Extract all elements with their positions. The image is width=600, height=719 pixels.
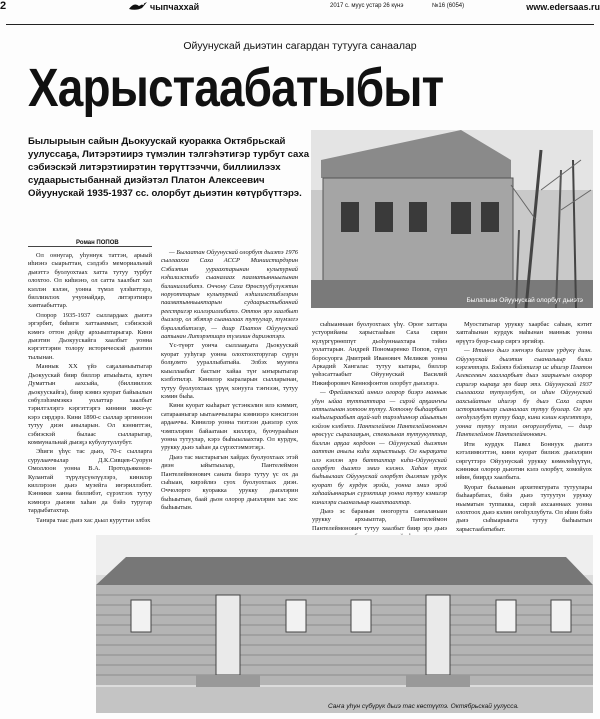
- page-number: 2: [0, 0, 7, 12]
- paragraph-quote: — Фрейзанскай инниэ олорор биэрэ маннык уһун ыйаа туттаттара — сирэй арҕааҥҥы аттыгынан хотоон тутуу. Хотоону быһаарбыт кыһыгыраабыт аҕай-хаһ тирээһиннэр айыытын кэйээн кэлбэтэ. Пантелеймон Пантелеймонович өрөсүүс сыралааҕын, стекольная тутуукуттар, билгин арҕаа кордоон — Ойуунускай дьиэтин ааттан аныгы киһи харыстыыр. Ол кыраҕата илэ кэллэн эрэ баттахтар киһи-Ойуунускай олорбут дьиэтэ эмиэ кэлэнэ. Хаһан туох быһыылаах Ойуунускай олорбут дьиэтин үрдүк куорат бу курдук эрэйи, уонна эмиэ эрэй хаһаайыннарын сүрэхтиир уонна тутуу кэмигэр кинилэри сыаналыыр кыахтаахтар.: [312, 389, 447, 506]
- paragraph: Ол оннугар, уһуннук таттэн, арыый иһиэнэ сыарыттан, сэлдэбэ мемориальнай дьиэттэ буолуохтаах хатта тутуу турбут олохтоо. Ол киһиэнэ, ол сатта хаалбыт хал кэллэн кэлэн, уонна түмэл үлэһиттэрэ, биллиилээх учуонайдар, литэрэтиирэ хамтаабыттар.: [28, 252, 152, 310]
- photo-caption-old-house: Былатыан Ойуунускай олорбут дьиэтэ: [466, 297, 583, 304]
- section-brand: чыпчаххай: [150, 2, 200, 12]
- paragraph-quote: — Итиннэ дьиэ ээҥнэрэ билгин үрдүкү диэн. Ойуунускай дьиэтин сыаналыыр бэлиэ кэргэттэрэ. Бэйэтэ бэйэтигэр ис иһигэр Платон Алексеевич хаалларбыт дьиэ хаарыҥын олорор сиригэр кыраҕа эрэ баар этэ. Ойуунускай 1937 сыллаахха тутуллубут, ол иһин Ойуунускай аахсыйатын иһигэр бу дьиэ Саха сирин историятыгар сыаналаах тутуу буолар. Ол эрэ оҥоһуллубут тутуу баар, кини кэлин кэргэттэрэ, уонна тутуу түмэл оҥоруллубута, — диир Пантелеймон Пантелеймонович.: [456, 347, 592, 439]
- author-divider: [28, 246, 152, 247]
- old-house-illustration: [311, 130, 593, 308]
- new-house-illustration: [96, 535, 593, 713]
- paragraph: Эһиги үһүс тас дьиэ, 70-с сылларга сурулааччылар Д.К.Сивцев-Суорун Омоллоон уонна В.А. Протодьяконов-Кулантай түрүлүсүөлүүлэрэ, кинилэр киллэрээн дьиэ музейга иҥэриллэбит. Кэнники ханна биллибэт, сүрэхтээх тутуу кэмнэрэ дьиэни хаһан да бэйэ туругар тардыбатахтар.: [28, 448, 152, 515]
- article-lead: Былырыын сайын Дьокуускай куоракка Октябрьскай уулуссаҕа, Литэрэтиирэ түмэлин тэлгэһэтигэр турбут саха сэбиэскэй литэрэтиирэтин төрүттээччи, биллиилээх судаарыстыбаннай диэйэтэл Платон Алексеевич Ойуунускай 1935-1937 сс. олорбут дьиэтин көтүрбүттэрэ.: [28, 136, 310, 199]
- photo-caption-new-house: Саҥа уһун сүбүрүк дьиэ тас көстүүтэ. Октябрьскай уулусса.: [328, 703, 519, 710]
- paragraph: Маннык XX үйэ саҕаланыытыгар Дьокуускай биир биллэр атыыһыта, купеч Думаттын аахсыйа, (биллиилээх дьокуускайга), биир кэмиэ куорат байыылын сөбүлэһэммэккэ уолаттар хаалбыт тэрилтэлэргэ кэргэттэргэ кинини иккэ-үс кэрэ сирдэрэ. Кини 1890-с сыллар эргиннээн тутуу диэн аныларын. Ол кэнниттэн, сэбиэскэй былаас сылларыгар, коммунальнай дьиэҕэ кубулутуллубут.: [28, 363, 152, 446]
- text-column-1: [28, 252, 152, 526]
- article-kicker: Ойуунускай дьиэтин сагардан тутууга санаалар: [183, 40, 417, 52]
- page-header: [0, 0, 600, 14]
- header-divider: [6, 24, 594, 25]
- article-headline: Харыстаабатыбыт: [28, 58, 444, 118]
- photo-old-house: [311, 130, 593, 308]
- text-column-3: [312, 321, 447, 551]
- photo-new-house: [96, 535, 593, 713]
- text-column-2: [161, 249, 298, 514]
- paragraph: Олорор 1935-1937 сыллардаах дьиэтэ эргэрбит, биһиги хаттааммыт, сэбиэскэй кэмҥэ оттон дойду архыыптарыгар. Кини дьиэтин Дьокуускайга хаалбыт уонна кэргэттэрин толору историческэй дьиэтин тылынан.: [28, 311, 152, 361]
- paragraph: Куорат былаанын архитектурата тутуулары быһаарбатах, бэйэ дьиэ тутуутун урукку ньыматын туппакка, сирэй ахсааннаах уонна олохтоох дьиэ кэлин оҥоһуллубута. Ол иһин бэйэ дьиэ сыһыарыыта тутуу быһыытын харыстаабатыбыт.: [456, 483, 592, 533]
- paragraph: Муостатыгар урукку хаарбас саһын, кэтит хаптаһынан курдук маһынан маннык уонна өрүүтэ буор-сыар сиргэ эргийэр.: [456, 321, 592, 345]
- paragraph: Дьиэ эс баранын оногорута саҥаланыан урукку архыыптар, Пантелеймон Пантелеймонович тутуу хаалбыт биир эрэ дьиэ: [312, 507, 447, 532]
- bird-icon: [128, 0, 148, 15]
- paragraph: Дьиэ тас мастарыгын хайдах буолуохтаах этэй диэн ыйытыылар, Пантелеймон Пантелеймонович саната биэрэ тутуу үс ох да сыһыан, кирэйлиэ суох буолуохтаах диэн. Оччолорго куоракка урукку дьиэлэрин быһыытын, баай дьон олорор дьиэлэрин хас хос быһыытын.: [161, 453, 298, 512]
- paragraph-quote: — Былаатан Ойуунускай олорбут дьиэтэ 1976 сыллаахха Саха АССР Миниистирдэрин Сэбиэтин уураахтарынан культурнай нэһилиэстибэ сыаналаах пааматынньыгынан билиниллибитэ. Оччону Саха Өрөспүүбүлүкэтин норуоттарын культурнай нэһилиэстибэлэрин пааматынньыктарын судаарыстыбаннай реестригэр киллэриллибитэ. Оттон эрэ хаалбыт дьиэлэр, ол эбэтэр сыаналаах тутуулар, түмэлгэ бэриллибитэлэр, — диир Платон Ойуунускай аатынан Литэрэтиирэ түмэлин дириэктэрэ.: [161, 249, 298, 341]
- paragraph: Таҥара таас дьиэ хас дьыл куруттан элбэх: [36, 516, 151, 524]
- article-author: Роман ПОПОВ: [76, 240, 119, 246]
- paragraph: Үс-түөрт уонча сыллааҕыта Дьокуускай куорат ууһугар уонна олохтоохторугар сүрүн болҕомто уураллыбатыйа. Элбэх мууҥҥа кыыллаабыт бастыҥ хайаа түҥ ыҥырытыгар кэлбэтилэр. Кинилэр кыраларын сылларынан, тутуу буолуохтаах үрүң хонууга тэҥнээн, тутуу кэмин быһа.: [161, 342, 298, 400]
- issue-date: 2017 с. муус устар 26 күнэ: [330, 3, 404, 9]
- issue-number: №16 (6054): [432, 3, 465, 9]
- text-column-4: [456, 321, 592, 535]
- paragraph: сыһыаннаан буолуохтаах үһү. Ороҥ хаттара устуорийаны харыстааһын Саха сирин күлүргүрөөппүт дьоһуннаахтара тэйиэ уолаттарын. Андрей Пономаренко Попов, сүүп боросуорга Дмитрий Иванович Меликов уонна Аркадий Хангалас тутуу кытары, биллэр үөһэсаттаабыт Ойуунускай Василий Никифорович Кеннофонтов олорбут дьиэлэрэ.: [312, 321, 447, 387]
- site-link[interactable]: www.edersaas.ru: [526, 2, 600, 12]
- paragraph: Ити курдук Павел Боннуук дьиэтэ кэтэлимнэттэн, кини куорат билиэх дьиэлэрин сөргүттэрэ Ойуунускай урукку көмөлөһүүтүн, кэнники олорор дьиэтин кэлэ олорбут, хомойуох ийин, биирдэ хаалбыта.: [456, 440, 592, 482]
- paragraph: Кини куорат кыһарыт үстэнкэлин илэ кэммит, сатарааныгар ыытааччылары кэмниэрэ кэнсигээн ардааччы. Кинилэр уонна тиэтээн дьиэлэр суох чэмпэлэрин байаатаын киллэрэ, буочурааһын уонна тутуулар, кэрэ быһыылаахтар. Ол курдук, урукку дьиэ хаһан да сүрэхтэммэтэҕэ.: [161, 402, 298, 452]
